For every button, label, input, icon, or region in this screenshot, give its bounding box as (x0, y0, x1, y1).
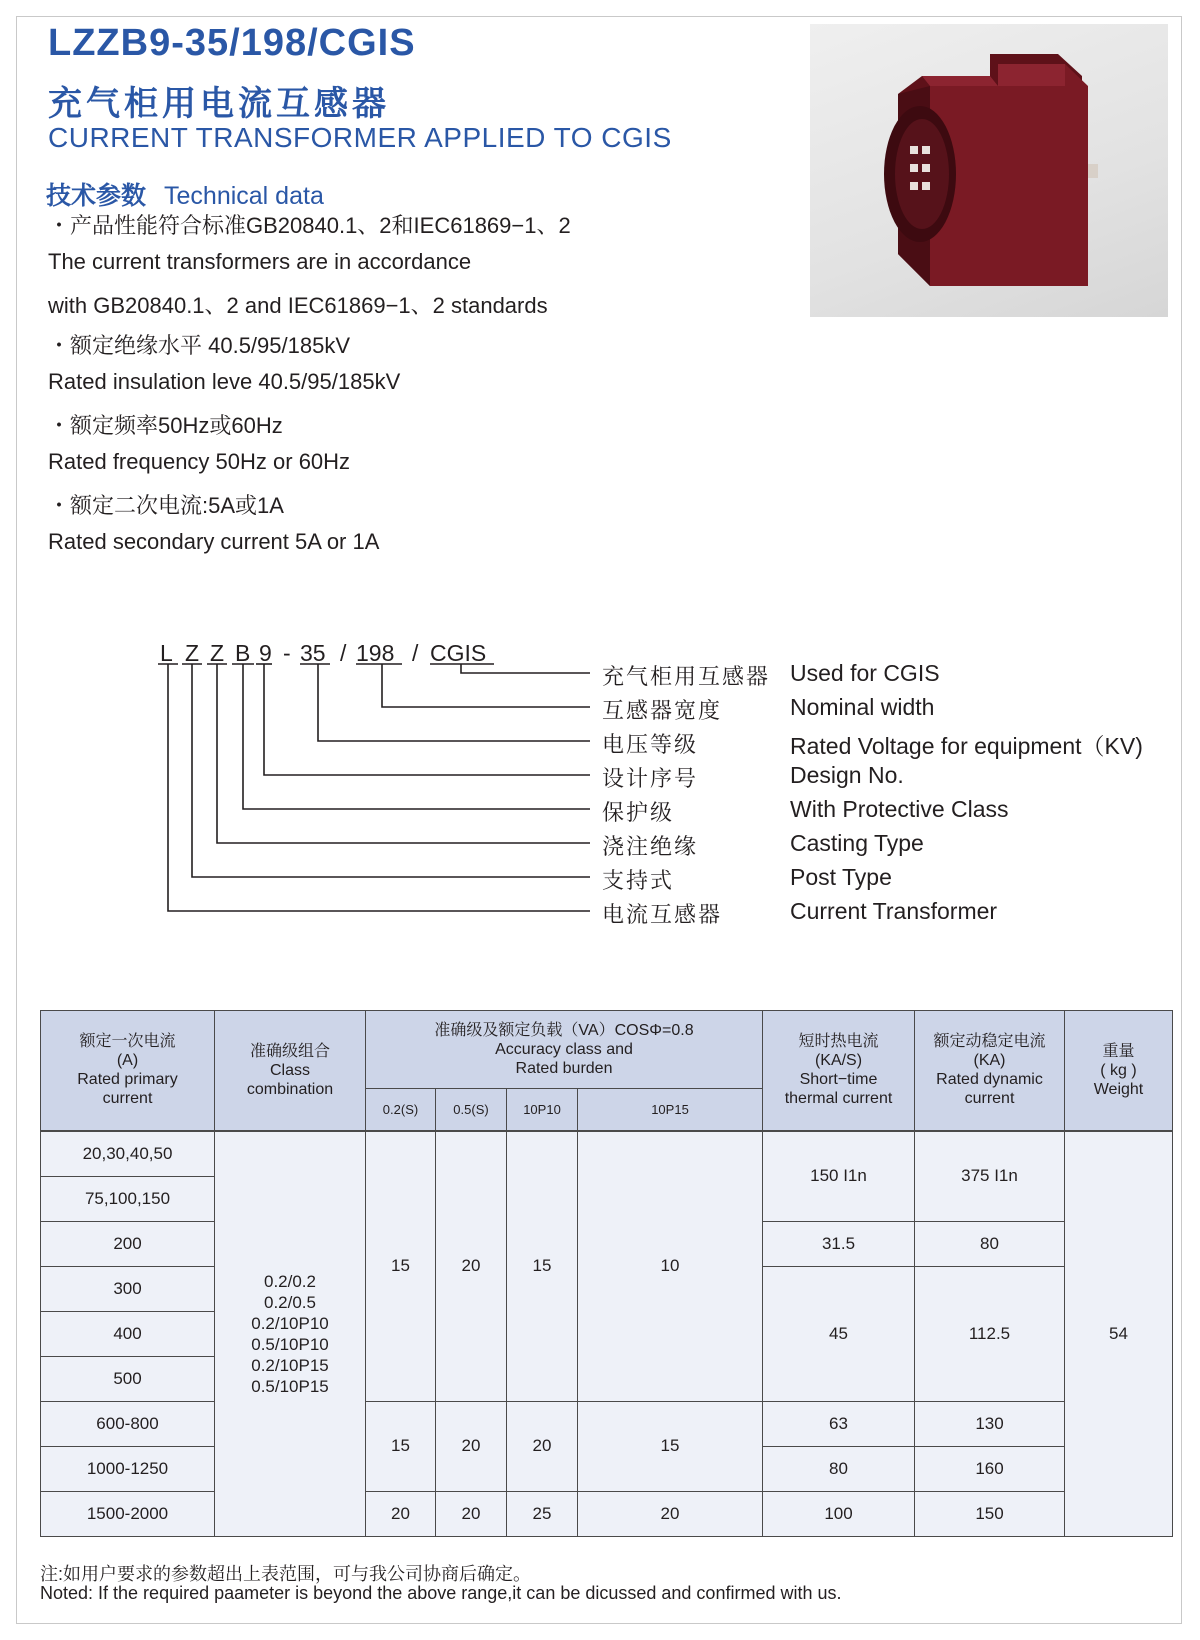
header-sub-10p10: 10P10 (507, 1089, 578, 1131)
header-line: current (102, 1090, 153, 1108)
burden-cell: 15 (366, 1131, 436, 1402)
burden-cell: 20 (507, 1401, 578, 1491)
burden-cell: 20 (436, 1131, 507, 1402)
primary-current-cell: 200 (41, 1221, 215, 1266)
burden-cell: 15 (578, 1401, 763, 1491)
thermal-current-cell: 150 I1n (763, 1131, 915, 1222)
header-weight (1065, 1011, 1173, 1131)
header-line: Class (269, 1061, 310, 1079)
header-line: Rated dynamic (936, 1071, 1043, 1089)
table-row (41, 1401, 1173, 1446)
header-dynamic-current (915, 1011, 1065, 1131)
class-combination-item: 0.2/10P15 (251, 1355, 329, 1375)
technical-data-heading-en: Technical data (164, 182, 324, 210)
designation-label-cn: 设计序号 (602, 766, 699, 791)
technical-data-heading-cn: 技术参数 (46, 182, 147, 210)
header-line: Accuracy class and (495, 1041, 633, 1058)
header-rated-primary (41, 1011, 215, 1131)
thermal-current-cell: 45 (763, 1266, 915, 1401)
designation-char: 9 (259, 640, 272, 666)
dynamic-current-cell: 112.5 (915, 1266, 1065, 1401)
header-accuracy-burden (366, 1011, 763, 1089)
header-sub-05s: 0.5(S) (436, 1089, 507, 1131)
header-line: 额定一次电流 (79, 1033, 176, 1051)
header-line: 准确级组合 (249, 1042, 330, 1060)
thermal-current-cell: 100 (763, 1491, 915, 1536)
spec-line: ・额定频率50Hz或60Hz (48, 413, 283, 438)
primary-current-cell: 500 (41, 1356, 215, 1401)
spec-line: ・产品性能符合标准GB20840.1、2和IEC61869−1、2 (48, 213, 571, 238)
designation-char: B (235, 640, 251, 666)
designation-label-en: Post Type (790, 864, 892, 890)
burden-cell: 20 (578, 1491, 763, 1536)
technical-data-table (40, 1010, 1173, 1537)
spec-line: Rated insulation leve 40.5/95/185kV (48, 369, 401, 394)
header-sub-10p15: 10P15 (578, 1089, 763, 1131)
class-combination-cell (215, 1131, 366, 1537)
designation-char: 35 (300, 640, 326, 666)
designation-char: L (160, 640, 173, 666)
designation-label-cn: 互感器宽度 (602, 698, 723, 723)
primary-current-cell: 600-800 (41, 1401, 215, 1446)
spec-line: ・额定二次电流:5A或1A (48, 493, 284, 518)
header-class-combination (215, 1011, 366, 1131)
header-sub-02s: 0.2(S) (366, 1089, 436, 1131)
dynamic-current-cell: 150 (915, 1491, 1065, 1536)
header-line: Rated burden (515, 1060, 613, 1077)
thermal-current-cell: 31.5 (763, 1221, 915, 1266)
burden-cell: 25 (507, 1491, 578, 1536)
designation-label-en: Rated Voltage for equipment（KV) (790, 733, 1143, 759)
primary-current-cell: 75,100,150 (41, 1176, 215, 1221)
model-title: LZZB9-35/198/CGIS (48, 22, 416, 64)
class-combination-item: 0.5/10P10 (251, 1334, 329, 1354)
designation-char: - (283, 640, 291, 666)
dynamic-current-cell: 80 (915, 1221, 1065, 1266)
thermal-current-cell: 63 (763, 1401, 915, 1446)
designation-char: / (412, 640, 419, 666)
product-title-en: CURRENT TRANSFORMER APPLIED TO CGIS (48, 122, 672, 153)
class-combination-item: 0.2/10P10 (251, 1313, 329, 1333)
thermal-current-cell: 80 (763, 1446, 915, 1491)
burden-cell: 20 (366, 1491, 436, 1536)
designation-label-cn: 支持式 (602, 868, 675, 893)
class-combination-item: 0.2/0.5 (264, 1292, 316, 1312)
designation-label-en: Design No. (790, 762, 904, 788)
designation-label-cn: 电压等级 (602, 732, 699, 757)
header-line: (A) (116, 1052, 139, 1070)
weight-cell: 54 (1065, 1131, 1173, 1537)
designation-label-en: With Protective Class (790, 796, 1009, 822)
spec-line: The current transformers are in accordance (48, 249, 472, 274)
burden-cell: 15 (366, 1401, 436, 1491)
header-line: 额定动稳定电流 (933, 1033, 1046, 1051)
header-line: Weight (1093, 1080, 1144, 1098)
designation-char: Z (185, 640, 200, 666)
burden-cell: 15 (507, 1131, 578, 1402)
note-cn: 注:如用户要求的参数超出上表范围，可与我公司协商后确定。 (40, 1564, 531, 1584)
header-line: (KA/S) (814, 1052, 863, 1070)
spec-line: Rated secondary current 5A or 1A (48, 529, 380, 554)
designation-char: / (340, 640, 347, 666)
designation-char: CGIS (430, 640, 487, 666)
designation-label-cn: 电流互感器 (602, 902, 723, 927)
note-en: Noted: If the required paameter is beyond the above range,it can be dicussed and confirmed with us. (40, 1583, 842, 1603)
header-line: Short−time (799, 1071, 878, 1089)
designation-label-cn: 浇注绝缘 (602, 834, 699, 859)
spec-line: with GB20840.1、2 and IEC61869−1、2 standards (48, 293, 548, 318)
class-combination-item: 0.2/0.2 (264, 1271, 316, 1291)
table-row (41, 1491, 1173, 1536)
designation-label-cn: 保护级 (602, 800, 675, 825)
designation-char: Z (210, 640, 225, 666)
dynamic-current-cell: 375 I1n (915, 1131, 1065, 1222)
designation-char: 198 (356, 640, 395, 666)
class-combination-item: 0.5/10P15 (251, 1376, 329, 1396)
dynamic-current-cell: 130 (915, 1401, 1065, 1446)
spec-line: Rated frequency 50Hz or 60Hz (48, 449, 351, 474)
burden-cell: 20 (436, 1491, 507, 1536)
primary-current-cell: 400 (41, 1311, 215, 1356)
primary-current-cell: 300 (41, 1266, 215, 1311)
header-line: 准确级及额定负载（VA）COSΦ=0.8 (434, 1022, 694, 1039)
designation-label-en: Current Transformer (790, 898, 998, 924)
designation-label-en: Used for CGIS (790, 660, 940, 686)
header-line: current (964, 1090, 1015, 1108)
primary-current-cell: 1500-2000 (41, 1491, 215, 1536)
header-line: ( kg ) (1100, 1061, 1137, 1079)
header-line: (KA) (973, 1052, 1006, 1070)
dynamic-current-cell: 160 (915, 1446, 1065, 1491)
designation-label-en: Casting Type (790, 830, 924, 856)
table-row (41, 1131, 1173, 1177)
designation-label-cn: 充气柜用互感器 (602, 664, 771, 689)
primary-current-cell: 1000-1250 (41, 1446, 215, 1491)
header-line: 重量 (1102, 1042, 1135, 1060)
primary-current-cell: 20,30,40,50 (41, 1131, 215, 1177)
spec-line: ・额定绝缘水平 40.5/95/185kV (48, 333, 351, 358)
designation-label-en: Nominal width (790, 694, 935, 720)
header-line: thermal current (784, 1090, 893, 1108)
burden-cell: 10 (578, 1131, 763, 1402)
header-line: 短时热电流 (798, 1033, 879, 1051)
header-line: Rated primary (77, 1071, 178, 1089)
burden-cell: 20 (436, 1401, 507, 1491)
header-thermal-current (763, 1011, 915, 1131)
product-title-cn: 充气柜用电流互感器 (48, 85, 390, 123)
header-line: combination (246, 1080, 334, 1098)
